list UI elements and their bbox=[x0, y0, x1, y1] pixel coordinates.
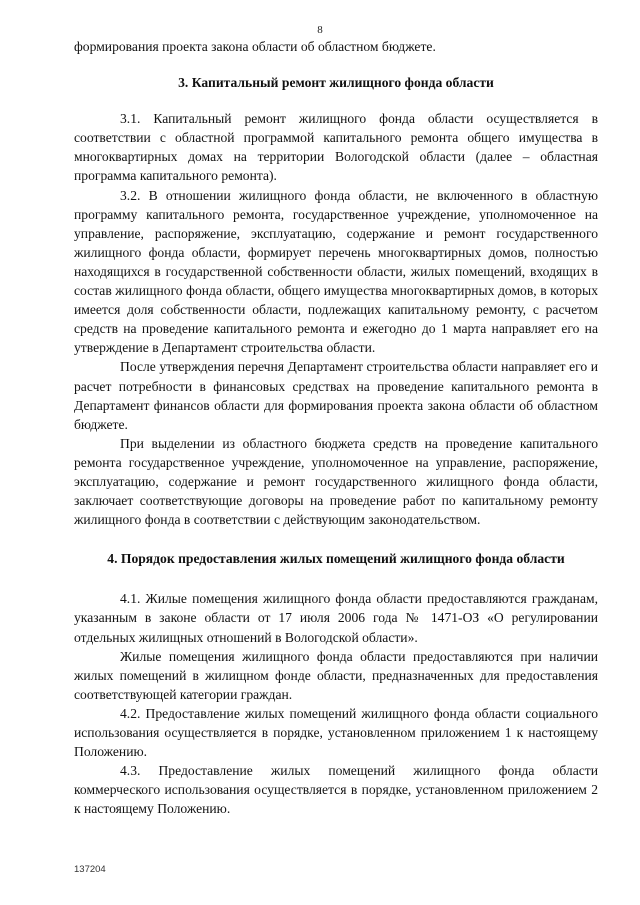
document-code: 137204 bbox=[74, 864, 106, 875]
paragraph-4-3: 4.3. Предоставление жилых помещений жилищного фонда области коммерческого использования осуществляется в порядке, установленном приложением 2 к настоящему Положению. bbox=[74, 763, 598, 817]
paragraph-4-1: 4.1. Жилые помещения жилищного фонда области предоставляются гражданам, указанным в законе области от 17 июля 2006 года № 1471-ОЗ «О регулировании отдельных жилищных отношений в Вологодской области». bbox=[74, 591, 598, 645]
section-4-heading: 4. Порядок предоставления жилых помещений жилищного фонда области bbox=[107, 551, 565, 567]
document-body bbox=[74, 37, 598, 818]
paragraph-4-2: 4.2. Предоставление жилых помещений жилищного фонда области социального использования осуществляется в порядке, установленном приложением 1 к настоящему Положению. bbox=[74, 705, 598, 760]
paragraph-3-1: 3.1. Капитальный ремонт жилищного фонда области осуществляется в соответствии с областной программой капитального ремонта общего имущества в многоквартирных домах на территории Вологодской области (далее – областная программа капитального ремонта). bbox=[74, 111, 598, 184]
section-3-heading: 3. Капитальный ремонт жилищного фонда области bbox=[178, 75, 494, 91]
continuation-paragraph: формирования проекта закона области об областном бюджете. bbox=[74, 39, 436, 54]
paragraph-4-1-availability: Жилые помещения жилищного фонда области предоставляются при наличии жилых помещений в жилищном фонде области, предназначенных для предоставления соответствующей категории граждан. bbox=[74, 648, 598, 702]
paragraph-3-2: 3.2. В отношении жилищного фонда области, не включенного в областную программу капитального ремонта, государственное учреждение, уполномоченное на управление, распоряжение, эксплуатацию, содержание и ремонт государственного жилищного фонда области, формирует перечень многоквартирных домов, полностью находящихся в государственной собственности области, жилых помещений, входящих в состав жилищного фонда области, общего имущества многоквартирных домов, в которых имеется доля собственности области, подлежащих капитальному ремонту, с расчетом средств на проведение капитального ремонта и ежегодно до 1 марта направляет его на утверждение в Департамент строительства области. bbox=[74, 187, 598, 356]
paragraph-3-2-funding: При выделении из областного бюджета средств на проведение капитального ремонта государственное учреждение, уполномоченное на управление, распоряжение, эксплуатацию, содержание и ремонт государственного жилищного фонда области, заключает соответствующие договоры на проведение работ по капитальному ремонту жилищного фонда в соответствии с действующим законодательством. bbox=[74, 435, 598, 528]
paragraph-3-2-approval: После утверждения перечня Департамент строительства области направляет его и расчет потребности в финансовых средствах на проведение капитального ремонта в Департамент финансов области для формирования проекта закона области об областном бюджете. bbox=[74, 359, 598, 432]
page-number: 8 bbox=[317, 24, 323, 36]
